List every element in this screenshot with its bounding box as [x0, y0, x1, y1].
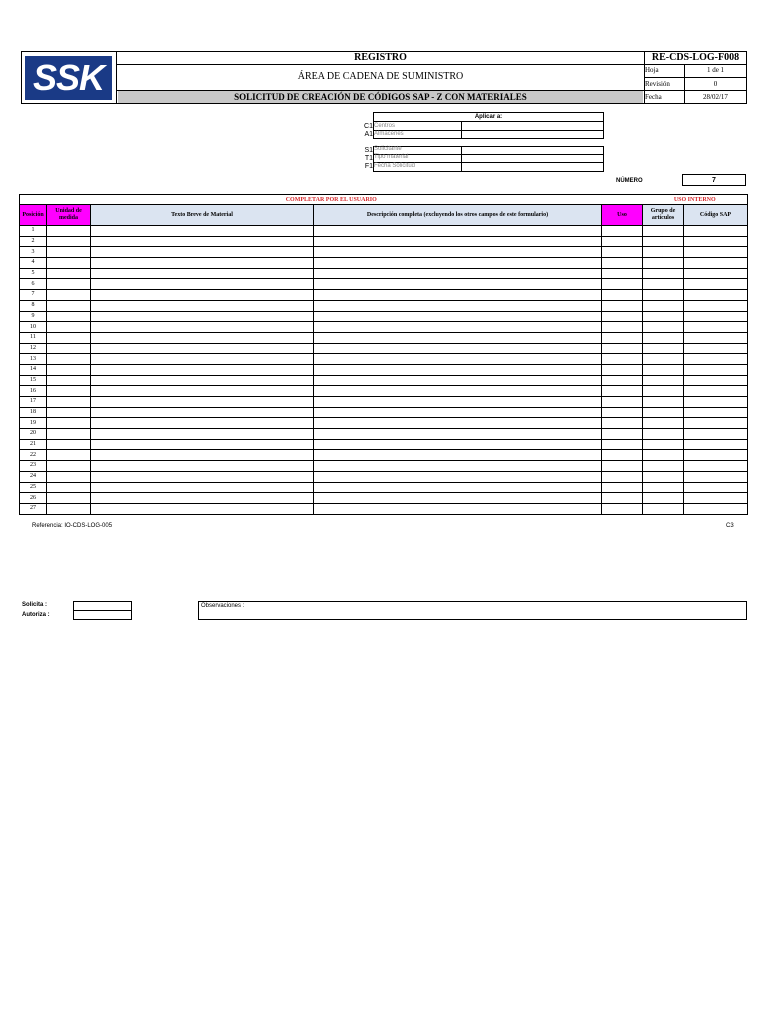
materials-table — [19, 194, 747, 515]
cell-grupo[interactable] — [643, 482, 684, 493]
c3-label: C3 — [726, 523, 734, 529]
cell-texto[interactable] — [91, 439, 314, 450]
cell-texto[interactable] — [91, 279, 314, 290]
cell-codigo-sap[interactable] — [684, 268, 748, 279]
autoriza-label: Autoriza : — [22, 612, 50, 618]
cell-uso[interactable] — [602, 386, 643, 397]
table-row — [20, 364, 748, 375]
cell-descripcion[interactable] — [314, 482, 602, 493]
cell-posicion: 18 — [20, 407, 47, 418]
solicitante-field[interactable] — [462, 147, 603, 154]
company-logo — [25, 56, 112, 100]
table-row — [20, 450, 748, 461]
cell-codigo-sap[interactable] — [684, 343, 748, 354]
cell-uso[interactable] — [602, 482, 643, 493]
cell-texto[interactable] — [91, 461, 314, 472]
cell-descripcion[interactable] — [314, 439, 602, 450]
cell-descripcion[interactable] — [314, 343, 602, 354]
cell-codigo-sap[interactable] — [684, 332, 748, 343]
cell-grupo[interactable] — [643, 450, 684, 461]
cell-codigo-sap[interactable] — [684, 322, 748, 333]
table-row — [20, 247, 748, 258]
table-row — [20, 461, 748, 472]
cell-posicion: 11 — [20, 332, 47, 343]
cell-texto[interactable] — [91, 311, 314, 322]
cell-texto[interactable] — [91, 503, 314, 514]
table-row — [20, 482, 748, 493]
table-row — [20, 386, 748, 397]
cell-uso[interactable] — [602, 461, 643, 472]
cell-grupo[interactable] — [643, 375, 684, 386]
cell-codigo-sap[interactable] — [684, 375, 748, 386]
meta-label-fecha: Fecha — [645, 93, 662, 101]
cell-unidad[interactable] — [47, 482, 91, 493]
cell-unidad[interactable] — [47, 258, 91, 269]
cell-posicion: 19 — [20, 418, 47, 429]
cell-texto[interactable] — [91, 418, 314, 429]
band-uso-interno: USO INTERNO — [643, 195, 748, 205]
meta-value-hoja: 1 de 1 — [706, 66, 725, 74]
cell-uso[interactable] — [602, 471, 643, 482]
cell-posicion: 1 — [20, 226, 47, 237]
cell-grupo[interactable] — [643, 322, 684, 333]
meta-label-revision: Revisión — [645, 80, 670, 88]
cell-codigo-sap[interactable] — [684, 503, 748, 514]
solicita-label: Solicita : — [22, 602, 48, 608]
cell-descripcion[interactable] — [314, 461, 602, 472]
cell-unidad[interactable] — [47, 397, 91, 408]
col-texto: Texto Breve de Material — [91, 205, 314, 226]
cell-descripcion[interactable] — [314, 418, 602, 429]
cell-posicion: 14 — [20, 364, 47, 375]
table-row — [20, 226, 748, 237]
almacenes-field[interactable] — [462, 131, 603, 139]
cell-uso[interactable] — [602, 493, 643, 504]
band-completar: COMPLETAR POR EL USUARIO — [20, 195, 643, 205]
code-c1: C1 — [364, 123, 373, 130]
cell-posicion: 4 — [20, 258, 47, 269]
cell-grupo[interactable] — [643, 300, 684, 311]
cell-uso[interactable] — [602, 503, 643, 514]
cell-descripcion[interactable] — [314, 279, 602, 290]
cell-unidad[interactable] — [47, 247, 91, 258]
cell-codigo-sap[interactable] — [684, 258, 748, 269]
cell-codigo-sap[interactable] — [684, 493, 748, 504]
cell-posicion: 5 — [20, 268, 47, 279]
table-row — [20, 418, 748, 429]
table-row — [20, 300, 748, 311]
cell-descripcion[interactable] — [314, 332, 602, 343]
table-row — [20, 375, 748, 386]
cell-uso[interactable] — [602, 279, 643, 290]
solicita-field[interactable] — [74, 602, 131, 610]
table-row — [20, 290, 748, 301]
cell-grupo[interactable] — [643, 407, 684, 418]
cell-uso[interactable] — [602, 343, 643, 354]
cell-posicion: 8 — [20, 300, 47, 311]
cell-unidad[interactable] — [47, 461, 91, 472]
table-row — [20, 439, 748, 450]
meta-value-revision: 0 — [713, 80, 718, 88]
cell-posicion: 15 — [20, 375, 47, 386]
cell-texto[interactable] — [91, 397, 314, 408]
meta-value-fecha: 28/02/17 — [703, 93, 728, 101]
table-row — [20, 354, 748, 365]
cell-uso[interactable] — [602, 322, 643, 333]
table-row — [20, 493, 748, 504]
cell-descripcion[interactable] — [314, 407, 602, 418]
cell-codigo-sap[interactable] — [684, 429, 748, 440]
aplicar-title: Aplicar a: — [474, 114, 503, 120]
cell-texto[interactable] — [91, 482, 314, 493]
cell-posicion: 17 — [20, 397, 47, 408]
cell-uso[interactable] — [602, 290, 643, 301]
cell-grupo[interactable] — [643, 247, 684, 258]
cell-uso[interactable] — [602, 439, 643, 450]
cell-descripcion[interactable] — [314, 471, 602, 482]
cell-unidad[interactable] — [47, 226, 91, 237]
cell-grupo[interactable] — [643, 364, 684, 375]
cell-uso[interactable] — [602, 407, 643, 418]
numero-value: 7 — [682, 174, 746, 186]
cell-descripcion[interactable] — [314, 364, 602, 375]
cell-codigo-sap[interactable] — [684, 407, 748, 418]
cell-grupo[interactable] — [643, 386, 684, 397]
centros-field[interactable] — [462, 122, 603, 130]
cell-uso[interactable] — [602, 354, 643, 365]
label-centros: Centros — [374, 123, 396, 129]
cell-texto[interactable] — [91, 407, 314, 418]
cell-texto[interactable] — [91, 343, 314, 354]
cell-descripcion[interactable] — [314, 386, 602, 397]
cell-texto[interactable] — [91, 429, 314, 440]
fecha-solicitud-field[interactable] — [462, 163, 603, 171]
cell-posicion: 2 — [20, 236, 47, 247]
cell-unidad[interactable] — [47, 503, 91, 514]
cell-grupo[interactable] — [643, 268, 684, 279]
cell-posicion: 3 — [20, 247, 47, 258]
cell-unidad[interactable] — [47, 322, 91, 333]
code-s1: S1 — [364, 147, 373, 154]
cell-codigo-sap[interactable] — [684, 226, 748, 237]
code-t1: T1 — [364, 155, 373, 162]
cell-descripcion[interactable] — [314, 290, 602, 301]
cell-grupo[interactable] — [643, 226, 684, 237]
registro-title: REGISTRO — [354, 52, 407, 63]
cell-descripcion[interactable] — [314, 247, 602, 258]
meta-label-hoja: Hoja — [645, 66, 659, 74]
cell-descripcion[interactable] — [314, 300, 602, 311]
cell-uso[interactable] — [602, 450, 643, 461]
cell-descripcion[interactable] — [314, 258, 602, 269]
cell-uso[interactable] — [602, 375, 643, 386]
cell-texto[interactable] — [91, 471, 314, 482]
cell-posicion: 10 — [20, 322, 47, 333]
cell-texto[interactable] — [91, 300, 314, 311]
cell-texto[interactable] — [91, 290, 314, 301]
cell-unidad[interactable] — [47, 354, 91, 365]
cell-unidad[interactable] — [47, 311, 91, 322]
table-row — [20, 268, 748, 279]
col-codigo-sap: Código SAP — [684, 205, 748, 226]
cell-grupo[interactable] — [643, 236, 684, 247]
cell-codigo-sap[interactable] — [684, 300, 748, 311]
table-row — [20, 471, 748, 482]
cell-posicion: 25 — [20, 482, 47, 493]
cell-descripcion[interactable] — [314, 268, 602, 279]
cell-codigo-sap[interactable] — [684, 439, 748, 450]
cell-descripcion[interactable] — [314, 429, 602, 440]
autoriza-field[interactable] — [74, 611, 131, 619]
cell-grupo[interactable] — [643, 279, 684, 290]
referencia-text: Referencia: IO-CDS-LOG-005 — [32, 523, 113, 529]
cell-descripcion[interactable] — [314, 493, 602, 504]
cell-descripcion[interactable] — [314, 354, 602, 365]
cell-uso[interactable] — [602, 268, 643, 279]
cell-posicion: 20 — [20, 429, 47, 440]
cell-posicion: 24 — [20, 471, 47, 482]
cell-uso[interactable] — [602, 236, 643, 247]
cell-posicion: 7 — [20, 290, 47, 301]
tipo-material-field[interactable] — [462, 155, 603, 162]
cell-codigo-sap[interactable] — [684, 247, 748, 258]
cell-posicion: 9 — [20, 311, 47, 322]
cell-uso[interactable] — [602, 332, 643, 343]
cell-posicion: 21 — [20, 439, 47, 450]
cell-unidad[interactable] — [47, 429, 91, 440]
cell-codigo-sap[interactable] — [684, 471, 748, 482]
cell-grupo[interactable] — [643, 397, 684, 408]
cell-grupo[interactable] — [643, 290, 684, 301]
label-almacenes: Almacenes — [374, 131, 404, 137]
cell-codigo-sap[interactable] — [684, 364, 748, 375]
code-f1: F1 — [364, 163, 373, 170]
cell-texto[interactable] — [91, 386, 314, 397]
cell-unidad[interactable] — [47, 407, 91, 418]
document-code: RE-CDS-LOG-F008 — [651, 52, 740, 63]
cell-unidad[interactable] — [47, 493, 91, 504]
cell-texto[interactable] — [91, 226, 314, 237]
cell-codigo-sap[interactable] — [684, 236, 748, 247]
cell-texto[interactable] — [91, 247, 314, 258]
label-tipo-material: Tipo material — [374, 154, 409, 160]
cell-grupo[interactable] — [643, 471, 684, 482]
cell-posicion: 26 — [20, 493, 47, 504]
cell-unidad[interactable] — [47, 300, 91, 311]
table-row — [20, 322, 748, 333]
cell-texto[interactable] — [91, 375, 314, 386]
cell-uso[interactable] — [602, 300, 643, 311]
cell-unidad[interactable] — [47, 450, 91, 461]
cell-texto[interactable] — [91, 236, 314, 247]
table-row — [20, 429, 748, 440]
cell-unidad[interactable] — [47, 268, 91, 279]
cell-posicion: 27 — [20, 503, 47, 514]
cell-descripcion[interactable] — [314, 503, 602, 514]
col-uso: Uso — [602, 205, 643, 226]
cell-codigo-sap[interactable] — [684, 386, 748, 397]
cell-grupo[interactable] — [643, 461, 684, 472]
col-grupo: Grupo de artículos — [643, 205, 684, 226]
cell-unidad[interactable] — [47, 279, 91, 290]
form-title: SOLICITUD DE CREACIÓN DE CÓDIGOS SAP - Z CON MATERIALES — [118, 91, 643, 103]
col-posicion: Posición — [20, 205, 47, 226]
cell-texto[interactable] — [91, 268, 314, 279]
cell-grupo[interactable] — [643, 354, 684, 365]
cell-codigo-sap[interactable] — [684, 461, 748, 472]
cell-codigo-sap[interactable] — [684, 354, 748, 365]
col-unidad: Unidad de medida — [47, 205, 91, 226]
cell-unidad[interactable] — [47, 236, 91, 247]
cell-unidad[interactable] — [47, 332, 91, 343]
cell-unidad[interactable] — [47, 386, 91, 397]
cell-codigo-sap[interactable] — [684, 418, 748, 429]
cell-grupo[interactable] — [643, 493, 684, 504]
cell-texto[interactable] — [91, 322, 314, 333]
table-row — [20, 332, 748, 343]
cell-grupo[interactable] — [643, 429, 684, 440]
table-row — [20, 407, 748, 418]
cell-grupo[interactable] — [643, 332, 684, 343]
cell-codigo-sap[interactable] — [684, 482, 748, 493]
cell-posicion: 6 — [20, 279, 47, 290]
cell-descripcion[interactable] — [314, 397, 602, 408]
col-descripcion: Descripción completa (excluyendo los otros campos de este formulario) — [314, 205, 602, 226]
cell-texto[interactable] — [91, 258, 314, 269]
area-title: ÁREA DE CADENA DE SUMINISTRO — [297, 71, 464, 82]
cell-codigo-sap[interactable] — [684, 279, 748, 290]
cell-unidad[interactable] — [47, 418, 91, 429]
cell-uso[interactable] — [602, 247, 643, 258]
cell-texto[interactable] — [91, 450, 314, 461]
cell-unidad[interactable] — [47, 290, 91, 301]
logo-text: SSK — [32, 57, 105, 98]
cell-grupo[interactable] — [643, 258, 684, 269]
cell-posicion: 23 — [20, 461, 47, 472]
cell-texto[interactable] — [91, 354, 314, 365]
cell-codigo-sap[interactable] — [684, 450, 748, 461]
cell-texto[interactable] — [91, 364, 314, 375]
cell-grupo[interactable] — [643, 343, 684, 354]
cell-unidad[interactable] — [47, 439, 91, 450]
cell-grupo[interactable] — [643, 503, 684, 514]
table-row — [20, 343, 748, 354]
cell-posicion: 16 — [20, 386, 47, 397]
cell-uso[interactable] — [602, 418, 643, 429]
header-row — [20, 205, 748, 226]
cell-unidad[interactable] — [47, 471, 91, 482]
cell-codigo-sap[interactable] — [684, 290, 748, 301]
cell-uso[interactable] — [602, 364, 643, 375]
cell-unidad[interactable] — [47, 343, 91, 354]
cell-posicion: 12 — [20, 343, 47, 354]
cell-descripcion[interactable] — [314, 236, 602, 247]
band-row — [20, 195, 748, 205]
cell-texto[interactable] — [91, 493, 314, 504]
observaciones-field[interactable] — [198, 601, 747, 620]
cell-grupo[interactable] — [643, 418, 684, 429]
cell-grupo[interactable] — [643, 439, 684, 450]
cell-uso[interactable] — [602, 429, 643, 440]
cell-descripcion[interactable] — [314, 311, 602, 322]
cell-uso[interactable] — [602, 226, 643, 237]
table-row — [20, 258, 748, 269]
observaciones-label: Observaciones : — [201, 603, 245, 609]
cell-descripcion[interactable] — [314, 375, 602, 386]
cell-texto[interactable] — [91, 332, 314, 343]
cell-uso[interactable] — [602, 311, 643, 322]
label-fecha-solicitud: Fecha Solicitud — [374, 163, 416, 169]
table-row — [20, 311, 748, 322]
table-row — [20, 397, 748, 408]
cell-uso[interactable] — [602, 258, 643, 269]
cell-grupo[interactable] — [643, 311, 684, 322]
cell-posicion: 22 — [20, 450, 47, 461]
table-body — [20, 226, 748, 515]
cell-posicion: 13 — [20, 354, 47, 365]
cell-codigo-sap[interactable] — [684, 311, 748, 322]
cell-unidad[interactable] — [47, 375, 91, 386]
table-row — [20, 236, 748, 247]
cell-codigo-sap[interactable] — [684, 397, 748, 408]
table-row — [20, 503, 748, 514]
label-solicitante: Solicitante — [374, 146, 402, 152]
numero-label: NÚMERO — [616, 178, 643, 184]
cell-unidad[interactable] — [47, 364, 91, 375]
cell-uso[interactable] — [602, 397, 643, 408]
cell-descripcion[interactable] — [314, 322, 602, 333]
table-row — [20, 279, 748, 290]
cell-descripcion[interactable] — [314, 226, 602, 237]
cell-descripcion[interactable] — [314, 450, 602, 461]
code-a1: A1 — [364, 131, 373, 138]
